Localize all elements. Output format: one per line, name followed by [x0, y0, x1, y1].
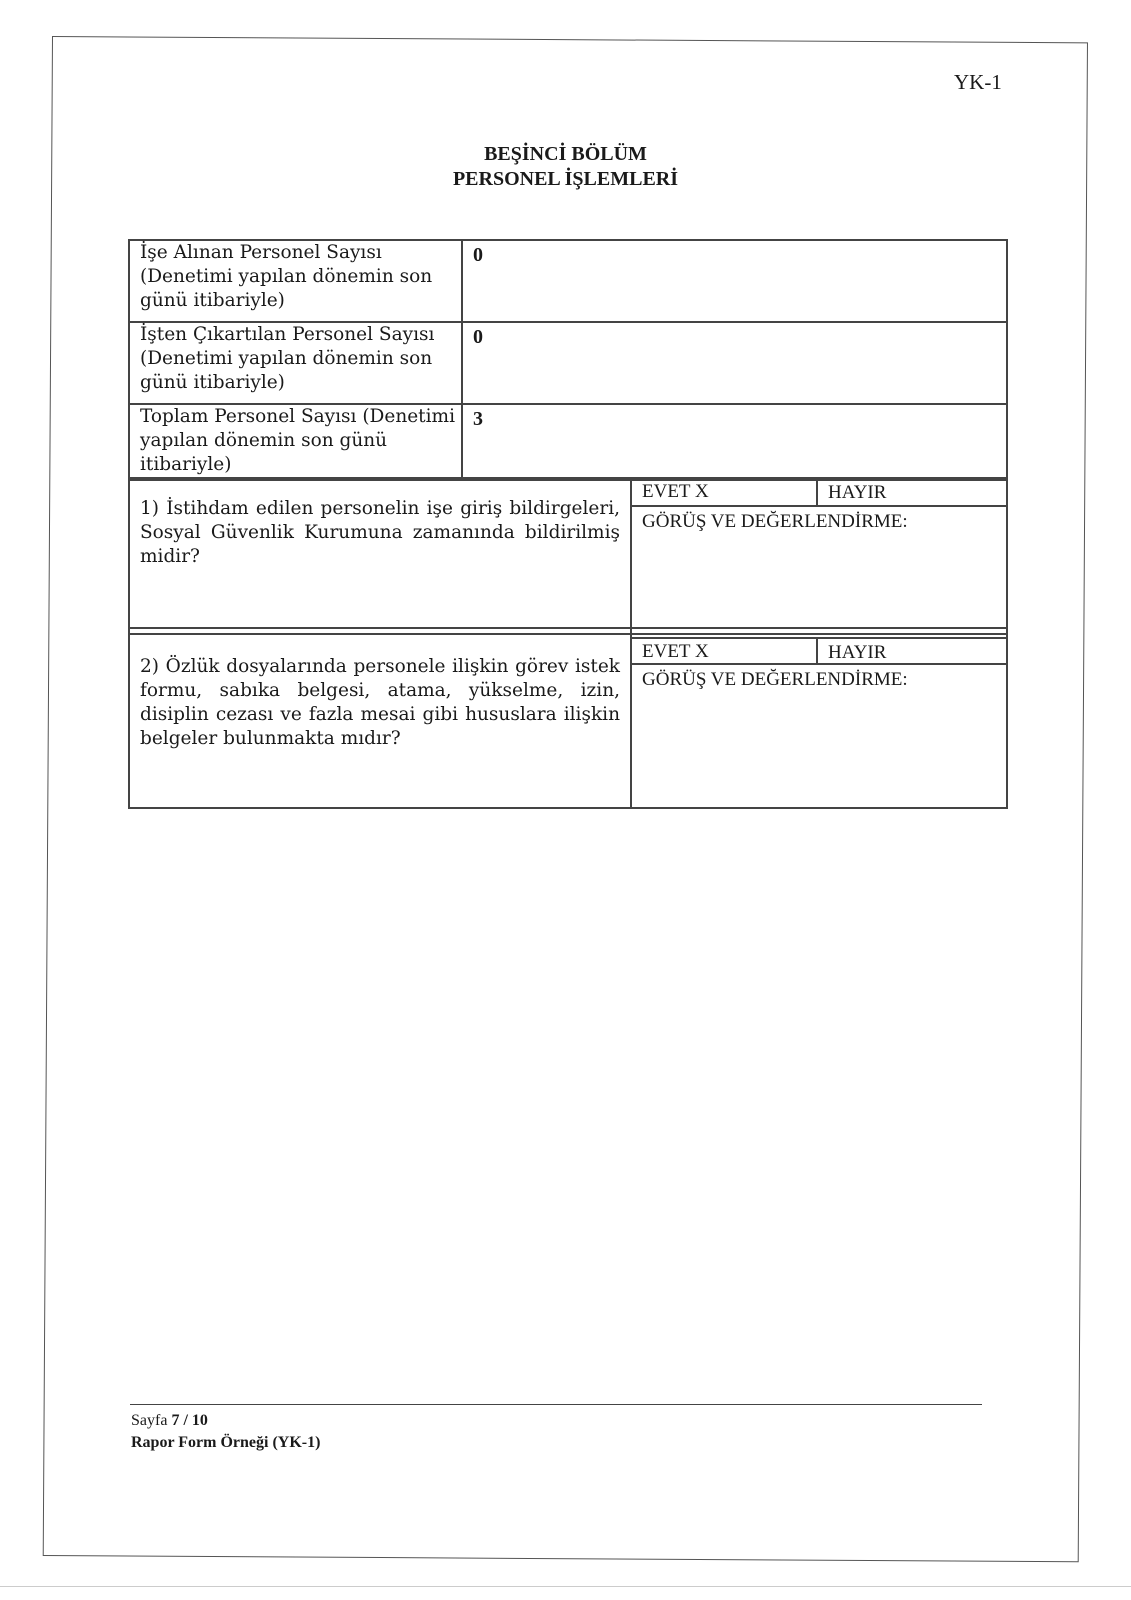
stat-value-hired: 0: [462, 240, 1007, 322]
table-row: [129, 404, 1007, 480]
question-text: 1) İstihdam edilen personelin işe giriş bildirgeleri, Sosyal Güvenlik Kurumuna zamanında bildirilmiş midir?: [130, 479, 632, 633]
answer-area: [632, 479, 1006, 633]
yes-option[interactable]: EVET X: [632, 639, 818, 663]
yes-option[interactable]: EVET X: [632, 479, 818, 505]
question-block-2: [128, 627, 1008, 809]
comment-label: GÖRÜŞ VE DEĞERLENDİRME:: [642, 511, 908, 532]
heading-line-2: PERSONEL İŞLEMLERİ: [452, 168, 679, 190]
section-heading: [0, 142, 1131, 192]
page-prefix: Sayfa: [131, 1412, 168, 1429]
table-row: [129, 322, 1007, 404]
answer-options: [632, 479, 1006, 507]
stat-value-dismissed: 0: [462, 322, 1007, 404]
page-current: 7: [171, 1412, 180, 1429]
stat-label-hired: İşe Alınan Personel Sayısı (Denetimi yapılan dönemin son günü itibariyle): [129, 240, 462, 322]
no-option[interactable]: HAYIR: [828, 482, 887, 503]
scan-edge-line: [0, 1586, 1131, 1587]
page-total: 10: [191, 1412, 208, 1429]
answer-area: [632, 629, 1006, 807]
page-footer: [131, 1410, 320, 1454]
stat-label-dismissed: İşten Çıkartılan Personel Sayısı (Denetimi yapılan dönemin son günü itibariyle): [129, 322, 462, 404]
personnel-stats-table: [128, 239, 1008, 481]
comment-label: GÖRÜŞ VE DEĞERLENDİRME:: [642, 669, 908, 690]
heading-line-1: BEŞİNCİ BÖLÜM: [484, 143, 647, 165]
form-name: Rapor Form Örneği (YK-1): [131, 1434, 321, 1451]
document-code: YK-1: [954, 70, 1002, 94]
footer-divider: [130, 1404, 982, 1405]
page-number: [131, 1410, 320, 1432]
question-block-1: [128, 477, 1008, 635]
answer-options: [632, 637, 1006, 665]
no-option[interactable]: HAYIR: [828, 642, 887, 663]
page-separator: /: [179, 1412, 192, 1429]
stat-value-total: 3: [462, 404, 1007, 480]
question-text: 2) Özlük dosyalarında personele ilişkin görev istek formu, sabıka belgesi, atama, yükselme, izin, disiplin cezası ve fazla mesai gibi hususlara ilişkin belgeler bulunmakta mıdır?: [130, 629, 632, 807]
table-row: [129, 240, 1007, 322]
stat-label-total: Toplam Personel Sayısı (Denetimi yapılan dönemin son günü itibariyle): [129, 404, 462, 480]
